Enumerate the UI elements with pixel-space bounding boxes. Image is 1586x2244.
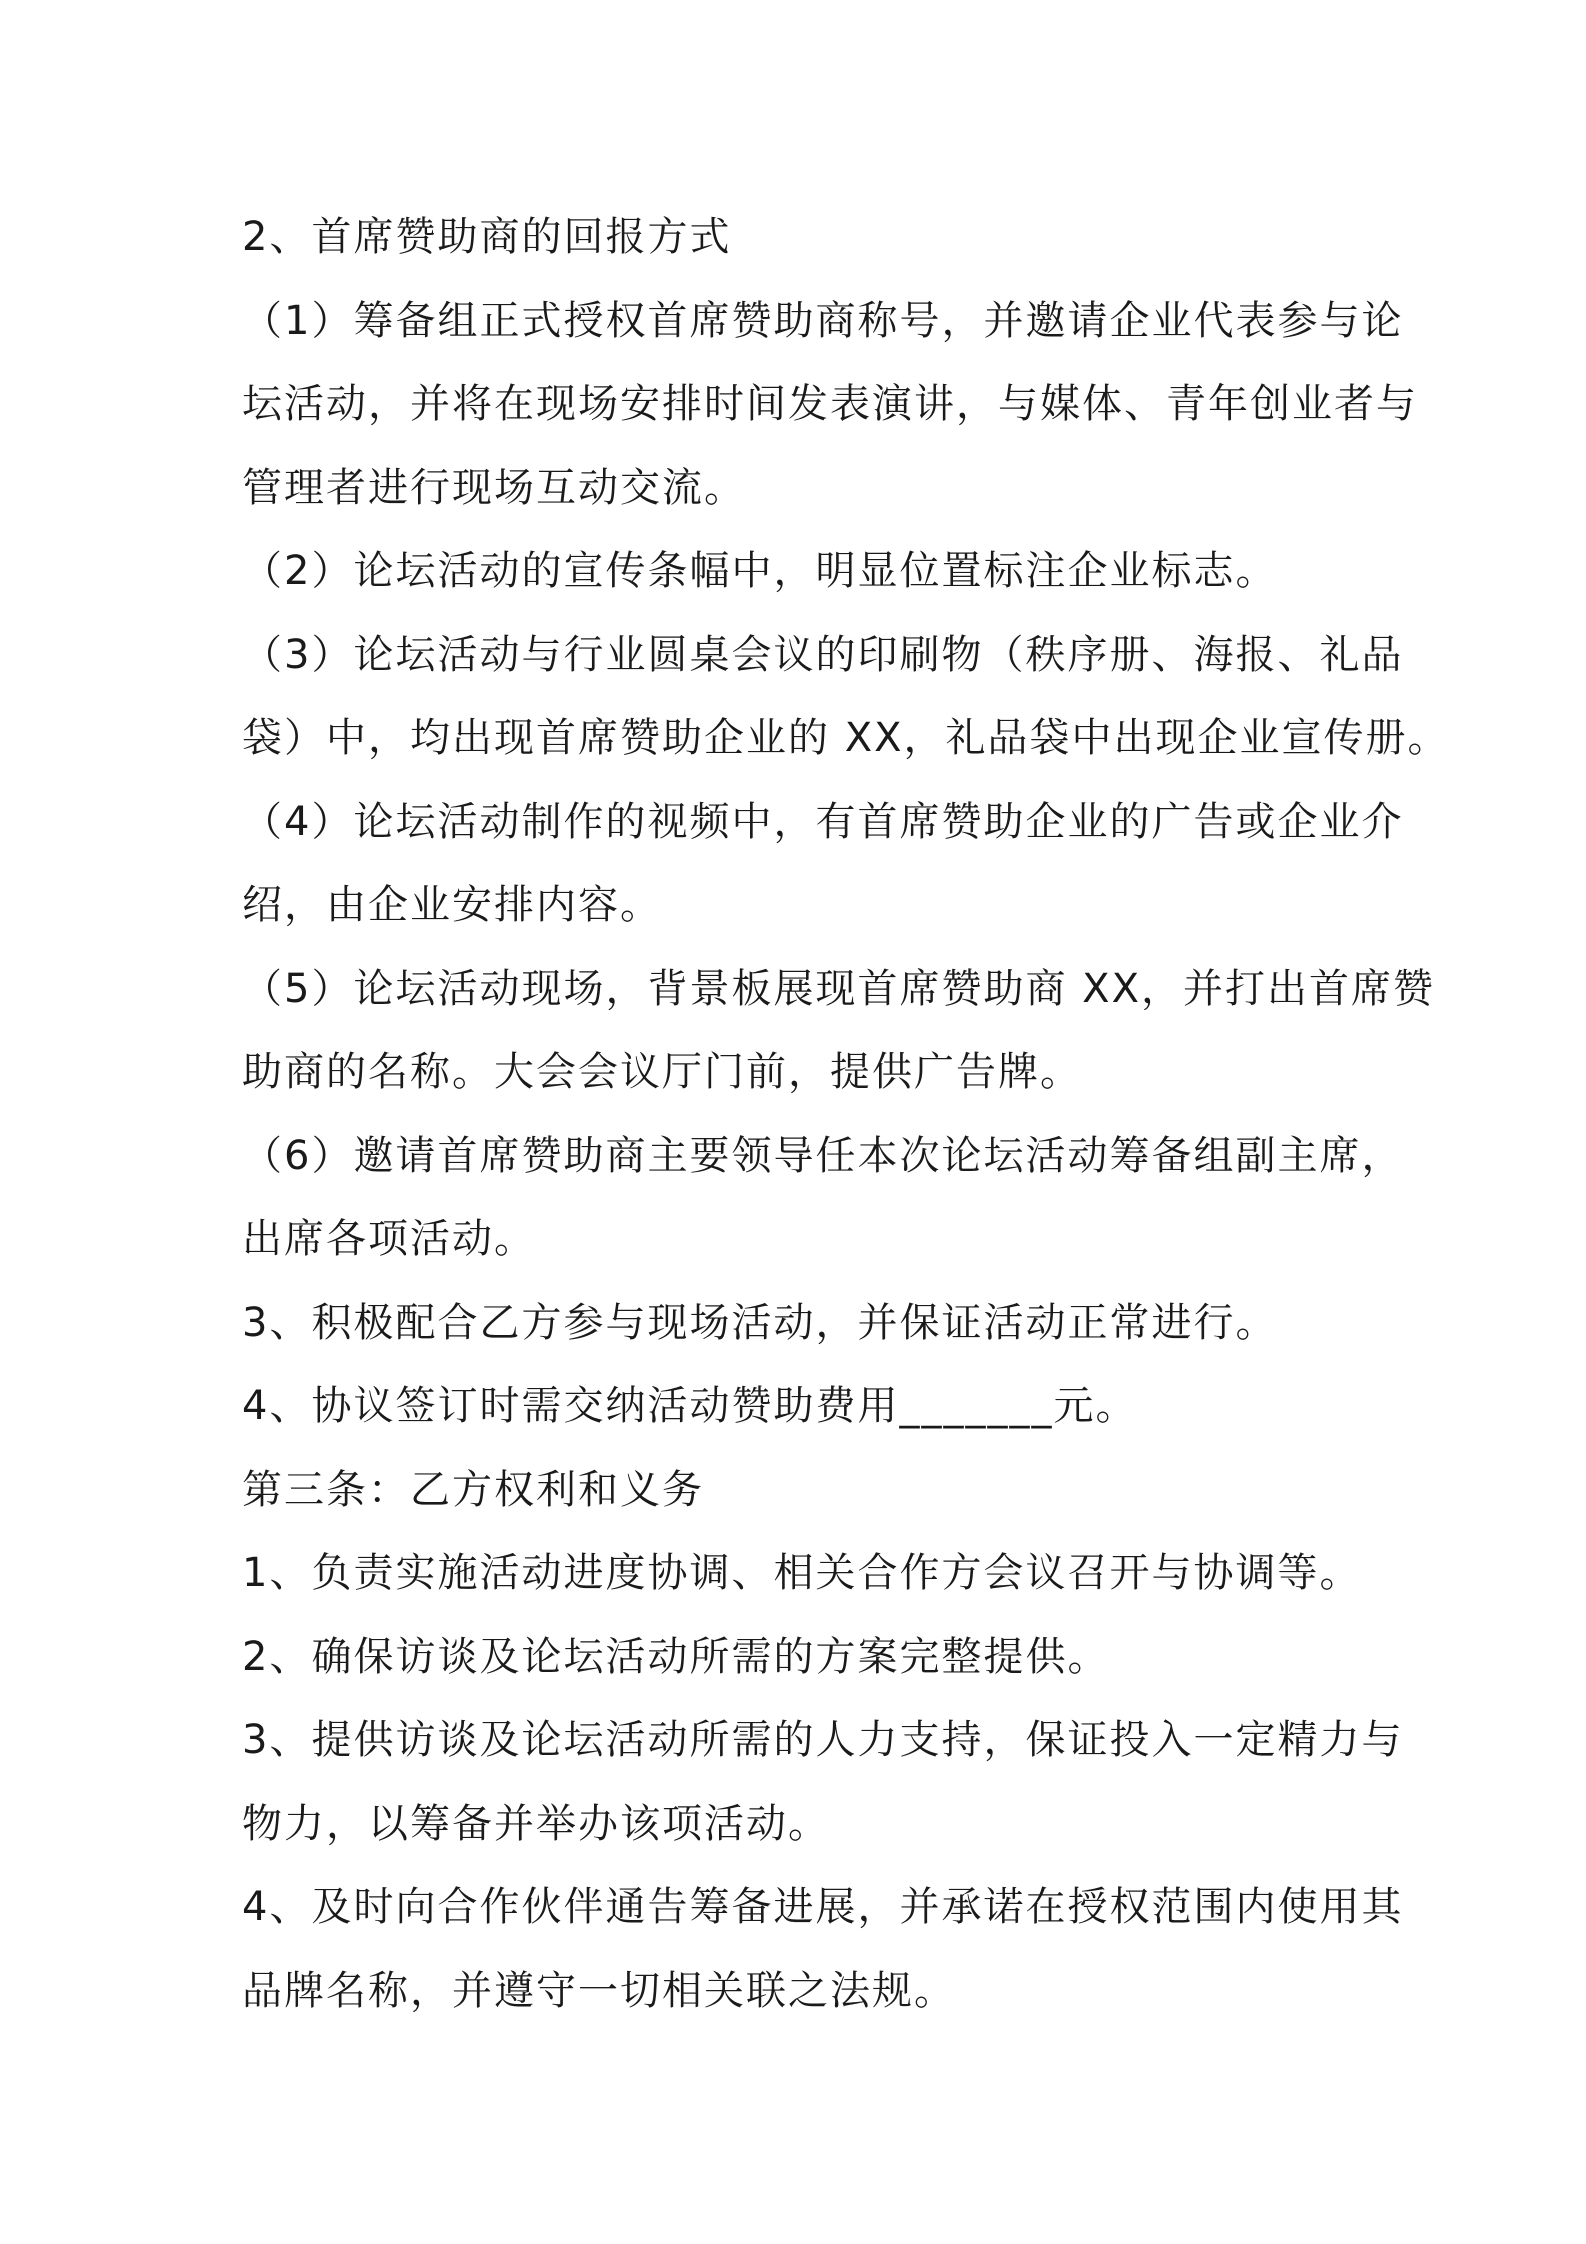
text-line: 3、积极配合乙方参与现场活动，并保证活动正常进行。: [242, 1299, 1278, 1346]
text-line: 助商的名称。大会会议厅门前，提供广告牌。: [242, 1049, 1082, 1095]
section-heading-article-three: 第三条：乙方权利和义务: [242, 1466, 704, 1513]
text-line: 1、负责实施活动进度协调、相关合作方会议召开与协调等。: [242, 1550, 1362, 1596]
text-line: 袋）中，均出现首席赞助企业的 XX，礼品袋中出现企业宣传册。: [242, 715, 1450, 761]
section-heading-sponsor-returns: 2、首席赞助商的回报方式: [242, 214, 732, 260]
text-line: 出席各项活动。: [242, 1216, 536, 1262]
text-line: 绍，由企业安排内容。: [242, 882, 662, 928]
text-line: （4）论坛活动制作的视频中，有首席赞助企业的广告或企业介: [242, 798, 1404, 845]
text-line: （1）筹备组正式授权首席赞助商称号，并邀请企业代表参与论: [242, 297, 1404, 344]
document-body: [242, 196, 1450, 2033]
text-line: 物力，以筹备并举办该项活动。: [242, 1800, 830, 1847]
text-line: 2、确保访谈及论坛活动所需的方案完整提供。: [242, 1633, 1110, 1680]
text-line: 4、及时向合作伙伴通告筹备进展，并承诺在授权范围内使用其: [242, 1884, 1404, 1930]
text-line: 3、提供访谈及论坛活动所需的人力支持，保证投入一定精力与: [242, 1717, 1404, 1763]
text-line: （5）论坛活动现场，背景板展现首席赞助商 XX，并打出首席赞: [242, 965, 1435, 1012]
text-line: 坛活动，并将在现场安排时间发表演讲，与媒体、青年创业者与: [242, 381, 1418, 427]
text-line-fee-blank: 4、协议签订时需交纳活动赞助费用_______元。: [242, 1383, 1138, 1429]
text-line: （3）论坛活动与行业圆桌会议的印刷物（秩序册、海报、礼品: [242, 631, 1404, 678]
text-line: （6）邀请首席赞助商主要领导任本次论坛活动筹备组副主席，: [242, 1132, 1404, 1179]
text-line: （2）论坛活动的宣传条幅中，明显位置标注企业标志。: [242, 548, 1278, 594]
text-line: 管理者进行现场互动交流。: [242, 464, 746, 511]
text-line: 品牌名称，并遵守一切相关联之法规。: [242, 1967, 956, 2014]
